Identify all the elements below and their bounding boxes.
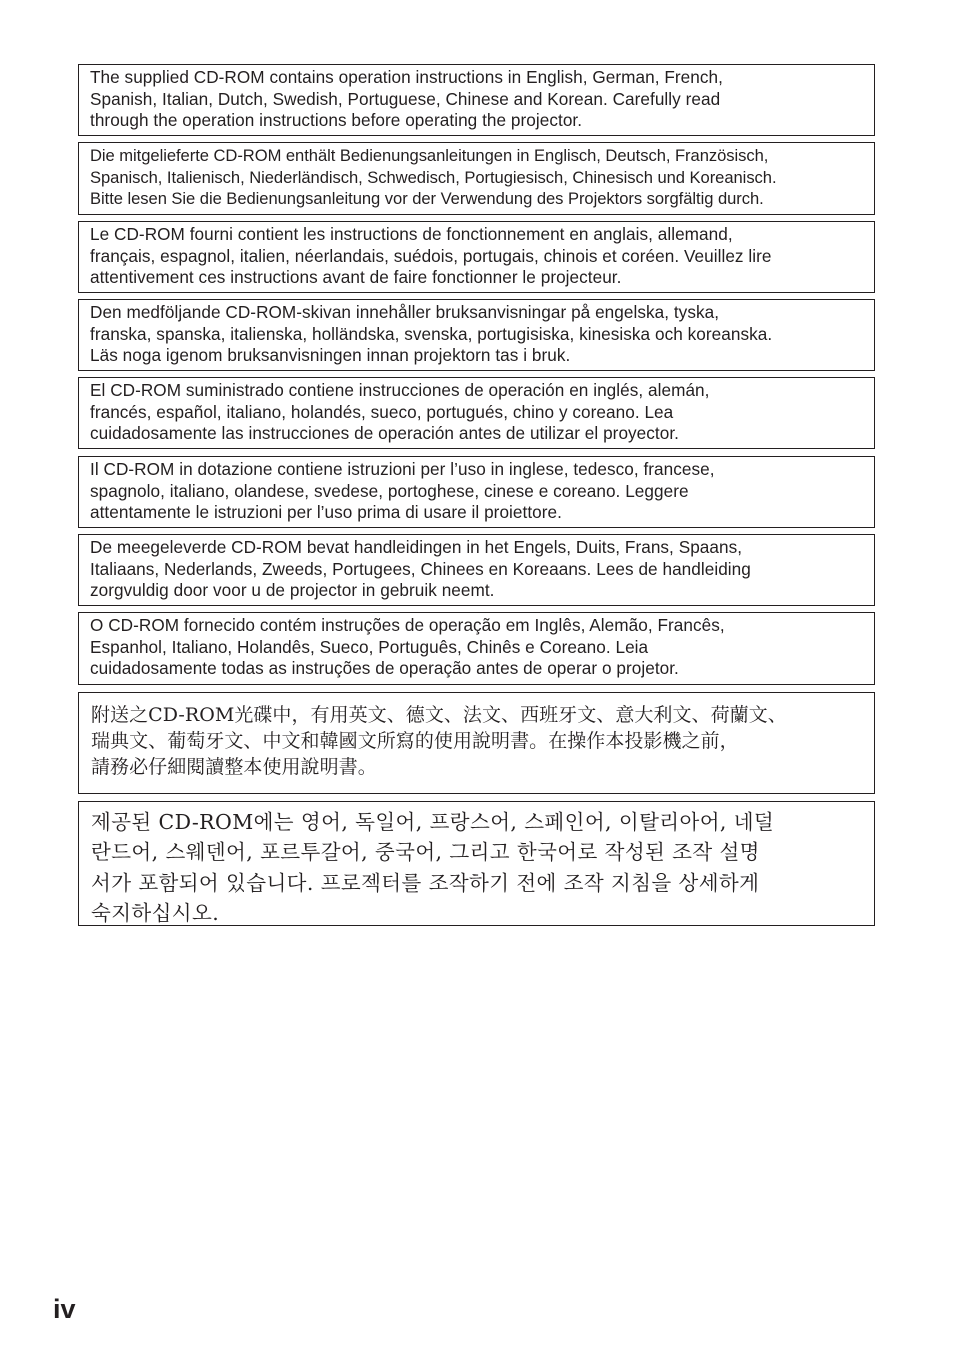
notice-line: O CD-ROM fornecido contém instruções de operação em Inglês, Alemão, Francês,: [90, 615, 725, 635]
page-number: iv: [53, 1294, 76, 1324]
notice-german: [78, 142, 875, 215]
notice-line: cuidadosamente todas as instruções de operação antes de operar o projetor.: [90, 658, 679, 679]
notice-line: Italiaans, Nederlands, Zweeds, Portugees, Chinees en Koreaans. Lees de handleiding: [90, 558, 751, 579]
notice-dutch: [78, 534, 875, 606]
notice-line: Den medföljande CD-ROM-skivan innehåller bruksanvisningar på engelska, tyska,: [90, 302, 720, 322]
notice-line: Le CD-ROM fourni contient les instructions de fonctionnement en anglais, allemand,: [90, 224, 733, 244]
notice-line: The supplied CD-ROM contains operation instructions in English, German, French,: [90, 67, 723, 87]
notice-spanish: [78, 377, 875, 449]
notice-line: Läs noga igenom bruksanvisningen innan projektorn tas i bruk.: [90, 345, 571, 366]
notice-chinese: [78, 692, 875, 794]
notice-italian: [78, 456, 875, 528]
notice-line: cuidadosamente las instrucciones de operación antes de utilizar el proyector.: [90, 423, 679, 444]
notice-line: 附送之CD-ROM光碟中，有用英文、德文、法文、西班牙文、意大利文、荷蘭文、: [91, 704, 787, 726]
notice-english: [78, 64, 875, 136]
notice-line: attentamente le istruzioni per l’uso prima di usare il proiettore.: [90, 502, 562, 523]
notice-line: 請務必仔細閱讀整本使用說明書。: [91, 756, 377, 778]
notice-line: franska, spanska, italienska, holländska, svenska, portugisiska, kinesiska och koreanska.: [90, 323, 773, 344]
notice-line: francés, español, italiano, holandés, sueco, portugués, chino y coreano. Lea: [90, 401, 674, 422]
notice-portuguese: [78, 612, 875, 685]
notice-line: Spanish, Italian, Dutch, Swedish, Portuguese, Chinese and Korean. Carefully read: [90, 88, 721, 109]
notice-line: Die mitgelieferte CD-ROM enthält Bedienungsanleitungen in Englisch, Deutsch, Französisch,: [90, 146, 769, 165]
notice-line: Il CD-ROM in dotazione contiene istruzioni per l’uso in inglese, tedesco, francese,: [90, 459, 715, 479]
notice-line: zorgvuldig door voor u de projector in gebruik neemt.: [90, 580, 495, 601]
notice-line: 瑞典文、葡萄牙文、中文和韓國文所寫的使用說明書。在操作本投影機之前，: [91, 730, 739, 752]
notice-line: français, espagnol, italien, néerlandais, suédois, portugais, chinois et coréen. Veuillez lire: [90, 245, 772, 266]
notice-line: El CD-ROM suministrado contiene instrucciones de operación en inglés, alemán,: [90, 380, 710, 400]
notice-line: attentivement ces instructions avant de faire fonctionner le projecteur.: [90, 267, 622, 288]
notice-line: 숙지하십시오.: [91, 900, 220, 925]
notice-line: 제공된 CD-ROM에는 영어, 독일어, 프랑스어, 스페인어, 이탈리아어, 네덜: [91, 810, 775, 834]
notice-line: 란드어, 스웨덴어, 포르투갈어, 중국어, 그리고 한국어로 작성된 조작 설명: [91, 840, 760, 865]
notice-korean: [78, 801, 875, 926]
notice-line: Bitte lesen Sie die Bedienungsanleitung vor der Verwendung des Projektors sorgfältig durch.: [90, 189, 764, 209]
notice-line: Spanisch, Italienisch, Niederländisch, Schwedisch, Portugiesisch, Chinesisch und Koreanisch.: [90, 167, 777, 187]
notice-line: through the operation instructions before operating the projector.: [90, 110, 583, 131]
notice-line: Espanhol, Italiano, Holandês, Sueco, Português, Chinês e Coreano. Leia: [90, 636, 649, 657]
notice-line: spagnolo, italiano, olandese, svedese, portoghese, cinese e coreano. Leggere: [90, 480, 689, 501]
notice-swedish: [78, 299, 875, 371]
notice-french: [78, 221, 875, 293]
notice-line: 서가 포함되어 있습니다. 프로젝터를 조작하기 전에 조작 지침을 상세하게: [91, 870, 760, 895]
notice-line: De meegeleverde CD-ROM bevat handleidingen in het Engels, Duits, Frans, Spaans,: [90, 537, 743, 557]
